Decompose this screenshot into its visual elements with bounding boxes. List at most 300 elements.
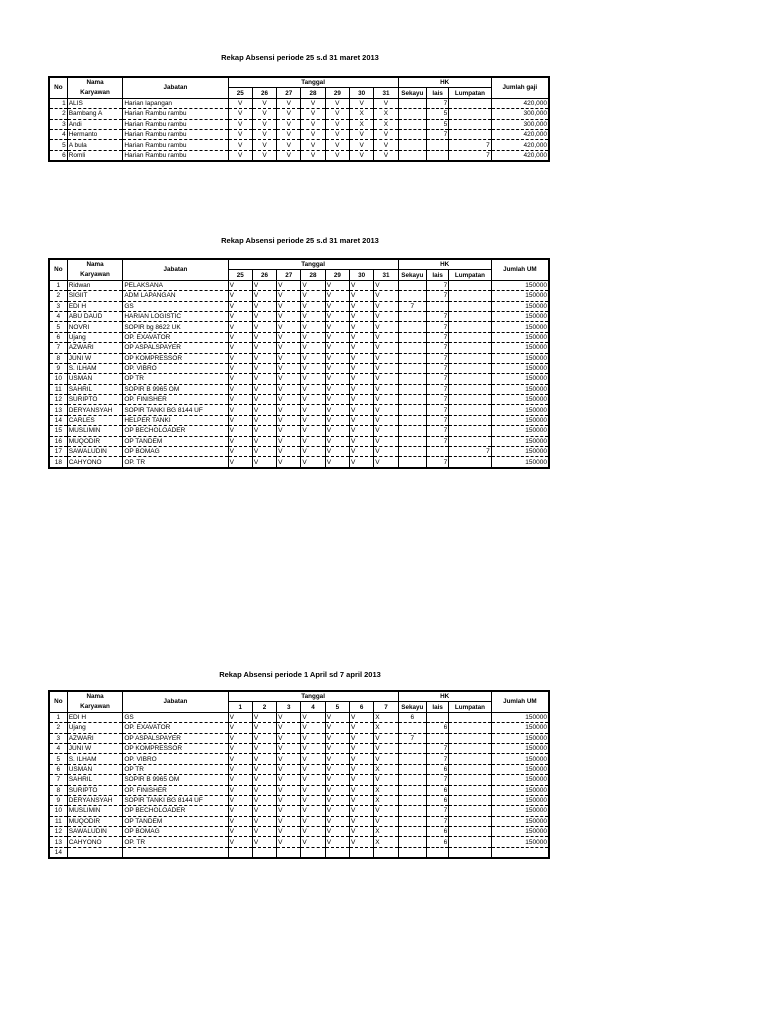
row-day-mark: V bbox=[349, 775, 373, 785]
row-day-mark: V bbox=[301, 764, 325, 774]
row-day-mark: V bbox=[301, 837, 325, 847]
row-jabatan: HARIAN LOGISTIC bbox=[123, 311, 228, 321]
row-day-mark: V bbox=[301, 332, 325, 342]
row-sekayu bbox=[398, 384, 426, 394]
row-nama: SAHRIL bbox=[67, 384, 123, 394]
row-sekayu bbox=[398, 806, 426, 816]
row-day-mark: V bbox=[252, 436, 276, 446]
row-day-mark: V bbox=[349, 395, 373, 405]
table-row bbox=[49, 837, 549, 847]
row-no: 2 bbox=[49, 109, 67, 119]
row-nama: USMAN bbox=[67, 374, 123, 384]
header-tanggal: Tanggal bbox=[228, 691, 398, 702]
row-day-mark: V bbox=[325, 332, 349, 342]
row-day-mark: V bbox=[325, 712, 349, 722]
header-sekayu: Sekayu bbox=[398, 702, 426, 712]
row-jumlah: 420,000 bbox=[491, 129, 549, 139]
row-sekayu bbox=[398, 280, 426, 290]
row-day-mark bbox=[277, 847, 301, 858]
row-day-mark: V bbox=[277, 827, 301, 837]
header-date: 26 bbox=[252, 88, 276, 98]
row-lais bbox=[426, 140, 448, 150]
row-day-mark: V bbox=[252, 119, 276, 129]
row-day-mark: V bbox=[301, 447, 325, 457]
row-day-mark: X bbox=[374, 795, 398, 805]
row-lumpatan bbox=[449, 415, 492, 425]
table-row bbox=[49, 806, 549, 816]
table2-title: Rekap Absensi periode 25 s.d 31 maret 2013 bbox=[221, 236, 379, 245]
row-sekayu: 7 bbox=[398, 733, 426, 743]
row-jumlah: 420,000 bbox=[491, 150, 549, 161]
header-date: 27 bbox=[277, 270, 301, 280]
table-row bbox=[49, 847, 549, 858]
row-day-mark: V bbox=[252, 837, 276, 847]
row-day-mark: V bbox=[252, 140, 276, 150]
row-day-mark: V bbox=[277, 98, 301, 108]
row-day-mark: V bbox=[349, 723, 373, 733]
header-sekayu: Sekayu bbox=[398, 88, 426, 98]
row-sekayu bbox=[398, 723, 426, 733]
table-row bbox=[49, 816, 549, 826]
row-day-mark: V bbox=[374, 806, 398, 816]
table-row bbox=[49, 109, 549, 119]
row-day-mark: V bbox=[228, 436, 252, 446]
row-day-mark: V bbox=[301, 150, 325, 161]
header-sekayu: Sekayu bbox=[398, 270, 426, 280]
row-day-mark: V bbox=[325, 447, 349, 457]
row-day-mark: V bbox=[301, 98, 325, 108]
row-jabatan: OP ASPALSPAYER bbox=[123, 733, 228, 743]
row-day-mark: V bbox=[325, 426, 349, 436]
row-day-mark: V bbox=[277, 785, 301, 795]
row-day-mark: V bbox=[349, 301, 373, 311]
table-row bbox=[49, 332, 549, 342]
row-lais: 7 bbox=[426, 363, 448, 373]
row-day-mark: V bbox=[228, 291, 252, 301]
row-jumlah: 150000 bbox=[491, 447, 549, 457]
row-day-mark: V bbox=[349, 280, 373, 290]
row-day-mark: V bbox=[228, 384, 252, 394]
row-day-mark: V bbox=[374, 98, 398, 108]
row-day-mark: V bbox=[277, 457, 301, 468]
header-tanggal: Tanggal bbox=[228, 77, 398, 88]
row-day-mark: V bbox=[374, 291, 398, 301]
header-lais: lais bbox=[426, 702, 448, 712]
row-lumpatan bbox=[449, 374, 492, 384]
row-lumpatan bbox=[449, 806, 492, 816]
table-row bbox=[49, 280, 549, 290]
table-row bbox=[49, 743, 549, 753]
row-nama: CAHYONO bbox=[67, 457, 123, 468]
row-lumpatan bbox=[449, 280, 492, 290]
header-no: No bbox=[49, 77, 67, 98]
row-lumpatan bbox=[449, 764, 492, 774]
row-day-mark: V bbox=[374, 301, 398, 311]
header-tanggal: Tanggal bbox=[228, 259, 398, 270]
row-jumlah: 150000 bbox=[491, 322, 549, 332]
row-day-mark: V bbox=[277, 280, 301, 290]
row-sekayu bbox=[398, 332, 426, 342]
row-lumpatan bbox=[449, 353, 492, 363]
row-jumlah: 420,000 bbox=[491, 140, 549, 150]
header-date: 30 bbox=[349, 88, 373, 98]
row-day-mark: V bbox=[301, 322, 325, 332]
row-day-mark: V bbox=[349, 743, 373, 753]
row-no: 13 bbox=[49, 837, 67, 847]
row-day-mark: V bbox=[252, 415, 276, 425]
row-day-mark: V bbox=[349, 363, 373, 373]
row-jabatan: OP BOMAG bbox=[123, 447, 228, 457]
row-lumpatan bbox=[449, 109, 492, 119]
header-lumpatan: Lumpatan bbox=[449, 702, 492, 712]
row-jabatan: OP. VIBRO bbox=[123, 754, 228, 764]
row-jumlah: 150000 bbox=[491, 311, 549, 321]
row-no: 1 bbox=[49, 712, 67, 722]
row-day-mark: V bbox=[349, 291, 373, 301]
row-day-mark: V bbox=[301, 343, 325, 353]
header-no: No bbox=[49, 259, 67, 280]
row-day-mark: V bbox=[374, 816, 398, 826]
attendance-table-2 bbox=[48, 258, 550, 469]
header-date: 1 bbox=[228, 702, 252, 712]
header-date: 31 bbox=[374, 88, 398, 98]
table-row bbox=[49, 447, 549, 457]
row-lais bbox=[426, 447, 448, 457]
row-day-mark: V bbox=[228, 311, 252, 321]
row-day-mark: V bbox=[228, 733, 252, 743]
row-day-mark: V bbox=[349, 806, 373, 816]
row-day-mark: X bbox=[374, 837, 398, 847]
row-day-mark: V bbox=[349, 837, 373, 847]
row-day-mark: V bbox=[228, 129, 252, 139]
row-day-mark: V bbox=[228, 353, 252, 363]
row-day-mark: V bbox=[325, 395, 349, 405]
row-nama: CARLES bbox=[67, 415, 123, 425]
row-day-mark: X bbox=[374, 109, 398, 119]
header-nama: Nama bbox=[67, 691, 123, 702]
table-row bbox=[49, 395, 549, 405]
header-date: 4 bbox=[301, 702, 325, 712]
row-nama: ABU DAUD bbox=[67, 311, 123, 321]
row-day-mark: V bbox=[252, 405, 276, 415]
header-lais: lais bbox=[426, 270, 448, 280]
row-no: 11 bbox=[49, 384, 67, 394]
row-lais: 7 bbox=[426, 129, 448, 139]
row-day-mark: V bbox=[252, 764, 276, 774]
row-jabatan: Harian Rambu rambu bbox=[123, 150, 228, 161]
row-day-mark: V bbox=[325, 109, 349, 119]
row-day-mark: V bbox=[349, 795, 373, 805]
row-day-mark: V bbox=[325, 291, 349, 301]
row-nama: JUNI W bbox=[67, 353, 123, 363]
row-nama: Hermanto bbox=[67, 129, 123, 139]
row-no: 1 bbox=[49, 280, 67, 290]
row-nama: CAHYONO bbox=[67, 837, 123, 847]
row-day-mark: V bbox=[228, 415, 252, 425]
row-day-mark: V bbox=[301, 415, 325, 425]
row-day-mark: V bbox=[374, 447, 398, 457]
table-row bbox=[49, 775, 549, 785]
table-row bbox=[49, 291, 549, 301]
header-date: 28 bbox=[301, 88, 325, 98]
row-jabatan: OP TR bbox=[123, 764, 228, 774]
row-day-mark: V bbox=[374, 374, 398, 384]
row-nama: SAHRIL bbox=[67, 775, 123, 785]
table-row bbox=[49, 353, 549, 363]
row-day-mark: V bbox=[277, 743, 301, 753]
row-jabatan: GS bbox=[123, 301, 228, 311]
row-day-mark: V bbox=[228, 457, 252, 468]
row-lais bbox=[426, 301, 448, 311]
header-date: 2 bbox=[252, 702, 276, 712]
table-row bbox=[49, 457, 549, 468]
header-date: 3 bbox=[277, 702, 301, 712]
row-day-mark: X bbox=[374, 827, 398, 837]
row-jumlah: 150000 bbox=[491, 764, 549, 774]
row-jumlah: 150000 bbox=[491, 426, 549, 436]
row-day-mark: V bbox=[349, 322, 373, 332]
row-day-mark: V bbox=[277, 363, 301, 373]
row-day-mark: V bbox=[277, 301, 301, 311]
row-lais: 7 bbox=[426, 322, 448, 332]
row-day-mark: V bbox=[325, 816, 349, 826]
row-day-mark: V bbox=[349, 129, 373, 139]
row-lais bbox=[426, 150, 448, 161]
row-day-mark: V bbox=[228, 795, 252, 805]
row-jumlah: 150000 bbox=[491, 343, 549, 353]
row-day-mark: V bbox=[252, 733, 276, 743]
row-jumlah: 150000 bbox=[491, 827, 549, 837]
row-day-mark: V bbox=[252, 98, 276, 108]
row-lumpatan bbox=[449, 712, 492, 722]
row-day-mark: V bbox=[325, 743, 349, 753]
table-row bbox=[49, 712, 549, 722]
row-day-mark: V bbox=[349, 712, 373, 722]
table-row bbox=[49, 795, 549, 805]
row-day-mark: V bbox=[252, 827, 276, 837]
row-day-mark: V bbox=[277, 754, 301, 764]
row-nama: Ridwan bbox=[67, 280, 123, 290]
row-jumlah: 150000 bbox=[491, 280, 549, 290]
row-day-mark: V bbox=[301, 436, 325, 446]
row-day-mark: V bbox=[252, 785, 276, 795]
row-jabatan: GS bbox=[123, 712, 228, 722]
row-no: 15 bbox=[49, 426, 67, 436]
row-no: 6 bbox=[49, 332, 67, 342]
header-karyawan: Karyawan bbox=[67, 88, 123, 98]
row-day-mark: V bbox=[277, 733, 301, 743]
header-lumpatan: Lumpatan bbox=[449, 88, 492, 98]
row-day-mark: V bbox=[301, 743, 325, 753]
row-day-mark: V bbox=[325, 806, 349, 816]
table-row bbox=[49, 311, 549, 321]
table-row bbox=[49, 322, 549, 332]
row-day-mark: V bbox=[277, 447, 301, 457]
row-day-mark: V bbox=[252, 775, 276, 785]
header-no: No bbox=[49, 691, 67, 712]
row-day-mark: V bbox=[374, 395, 398, 405]
row-day-mark: V bbox=[301, 816, 325, 826]
row-day-mark: V bbox=[301, 827, 325, 837]
row-nama: SAWALUDIN bbox=[67, 827, 123, 837]
row-no: 6 bbox=[49, 764, 67, 774]
row-day-mark: X bbox=[374, 712, 398, 722]
row-day-mark: V bbox=[301, 384, 325, 394]
row-jumlah: 150000 bbox=[491, 374, 549, 384]
row-no: 12 bbox=[49, 827, 67, 837]
row-day-mark: V bbox=[325, 764, 349, 774]
row-day-mark: V bbox=[277, 816, 301, 826]
row-lumpatan bbox=[449, 723, 492, 733]
row-day-mark: V bbox=[374, 775, 398, 785]
row-day-mark: V bbox=[228, 119, 252, 129]
row-lais: 6 bbox=[426, 785, 448, 795]
row-jumlah: 150000 bbox=[491, 816, 549, 826]
row-jumlah: 150000 bbox=[491, 395, 549, 405]
row-sekayu bbox=[398, 374, 426, 384]
row-day-mark: V bbox=[325, 457, 349, 468]
row-day-mark: V bbox=[301, 405, 325, 415]
row-day-mark: V bbox=[277, 775, 301, 785]
row-day-mark: V bbox=[374, 280, 398, 290]
row-jumlah: 150000 bbox=[491, 806, 549, 816]
row-day-mark: V bbox=[325, 405, 349, 415]
row-lumpatan bbox=[449, 754, 492, 764]
row-sekayu bbox=[398, 353, 426, 363]
row-jabatan: OP ASPALSPAYER bbox=[123, 343, 228, 353]
row-day-mark: V bbox=[374, 129, 398, 139]
row-day-mark: V bbox=[325, 723, 349, 733]
row-day-mark: V bbox=[252, 457, 276, 468]
row-day-mark: V bbox=[349, 733, 373, 743]
row-day-mark: V bbox=[228, 806, 252, 816]
row-nama: MUQODIR bbox=[67, 436, 123, 446]
row-jumlah: 150000 bbox=[491, 436, 549, 446]
table-row bbox=[49, 723, 549, 733]
row-day-mark: V bbox=[325, 827, 349, 837]
row-jabatan: SOPIR B 9965 OM bbox=[123, 775, 228, 785]
row-day-mark: V bbox=[252, 384, 276, 394]
header-date: 31 bbox=[374, 270, 398, 280]
row-day-mark: V bbox=[325, 150, 349, 161]
row-day-mark: V bbox=[301, 280, 325, 290]
row-lumpatan bbox=[449, 343, 492, 353]
row-lumpatan bbox=[449, 436, 492, 446]
row-nama: NOVRI bbox=[67, 322, 123, 332]
row-day-mark: V bbox=[252, 332, 276, 342]
row-day-mark: V bbox=[349, 98, 373, 108]
row-day-mark: V bbox=[301, 426, 325, 436]
row-day-mark: V bbox=[252, 150, 276, 161]
header-karyawan: Karyawan bbox=[67, 270, 123, 280]
row-day-mark: V bbox=[228, 743, 252, 753]
row-sekayu bbox=[398, 415, 426, 425]
row-day-mark: V bbox=[252, 322, 276, 332]
row-sekayu bbox=[398, 426, 426, 436]
row-day-mark: V bbox=[349, 816, 373, 826]
header-date: 27 bbox=[277, 88, 301, 98]
row-lumpatan bbox=[449, 827, 492, 837]
row-day-mark: V bbox=[277, 150, 301, 161]
row-day-mark: V bbox=[325, 733, 349, 743]
table-row bbox=[49, 764, 549, 774]
row-sekayu bbox=[398, 395, 426, 405]
row-lais: 7 bbox=[426, 98, 448, 108]
header-date: 29 bbox=[325, 88, 349, 98]
row-sekayu bbox=[398, 322, 426, 332]
row-jumlah: 150000 bbox=[491, 712, 549, 722]
row-day-mark: V bbox=[301, 712, 325, 722]
row-nama: ALIS bbox=[67, 98, 123, 108]
row-day-mark: V bbox=[325, 140, 349, 150]
row-day-mark: V bbox=[301, 457, 325, 468]
row-jumlah: 300,000 bbox=[491, 109, 549, 119]
row-lumpatan bbox=[449, 816, 492, 826]
row-day-mark: V bbox=[228, 374, 252, 384]
row-day-mark: V bbox=[252, 806, 276, 816]
header-nama: Nama bbox=[67, 259, 123, 270]
row-lais: 7 bbox=[426, 384, 448, 394]
table-row bbox=[49, 140, 549, 150]
row-day-mark: V bbox=[252, 291, 276, 301]
row-day-mark: V bbox=[277, 837, 301, 847]
row-day-mark: V bbox=[374, 405, 398, 415]
row-sekayu bbox=[398, 764, 426, 774]
row-no: 14 bbox=[49, 415, 67, 425]
row-day-mark: V bbox=[228, 837, 252, 847]
row-sekayu bbox=[398, 150, 426, 161]
row-nama: MUSLIMIN bbox=[67, 806, 123, 816]
row-sekayu bbox=[398, 847, 426, 858]
row-jabatan bbox=[123, 847, 228, 858]
row-no: 9 bbox=[49, 363, 67, 373]
row-jumlah: 150000 bbox=[491, 743, 549, 753]
row-lais: 7 bbox=[426, 743, 448, 753]
row-day-mark: V bbox=[325, 311, 349, 321]
row-lais: 7 bbox=[426, 775, 448, 785]
row-day-mark: V bbox=[374, 322, 398, 332]
row-day-mark bbox=[301, 847, 325, 858]
row-no: 8 bbox=[49, 353, 67, 363]
row-sekayu bbox=[398, 837, 426, 847]
header-jumlah: Jumlah UM bbox=[491, 259, 549, 280]
row-nama: Andi bbox=[67, 119, 123, 129]
row-nama: Bambang A bbox=[67, 109, 123, 119]
row-day-mark: V bbox=[301, 311, 325, 321]
header-karyawan: Karyawan bbox=[67, 702, 123, 712]
attendance-table-3 bbox=[48, 690, 550, 859]
row-sekayu bbox=[398, 816, 426, 826]
row-jabatan: OP. VIBRO bbox=[123, 363, 228, 373]
row-sekayu bbox=[398, 311, 426, 321]
row-day-mark: V bbox=[228, 723, 252, 733]
row-day-mark: V bbox=[325, 119, 349, 129]
row-jumlah bbox=[491, 847, 549, 858]
header-date: 25 bbox=[228, 88, 252, 98]
row-day-mark: V bbox=[374, 343, 398, 353]
row-day-mark: V bbox=[252, 723, 276, 733]
row-day-mark: V bbox=[349, 343, 373, 353]
row-lumpatan bbox=[449, 795, 492, 805]
row-day-mark: V bbox=[277, 712, 301, 722]
row-lumpatan bbox=[449, 332, 492, 342]
row-day-mark: V bbox=[325, 353, 349, 363]
row-day-mark: V bbox=[349, 311, 373, 321]
row-day-mark: V bbox=[252, 754, 276, 764]
row-jabatan: OP. EXAVATOR bbox=[123, 723, 228, 733]
row-no: 4 bbox=[49, 129, 67, 139]
table-row bbox=[49, 343, 549, 353]
